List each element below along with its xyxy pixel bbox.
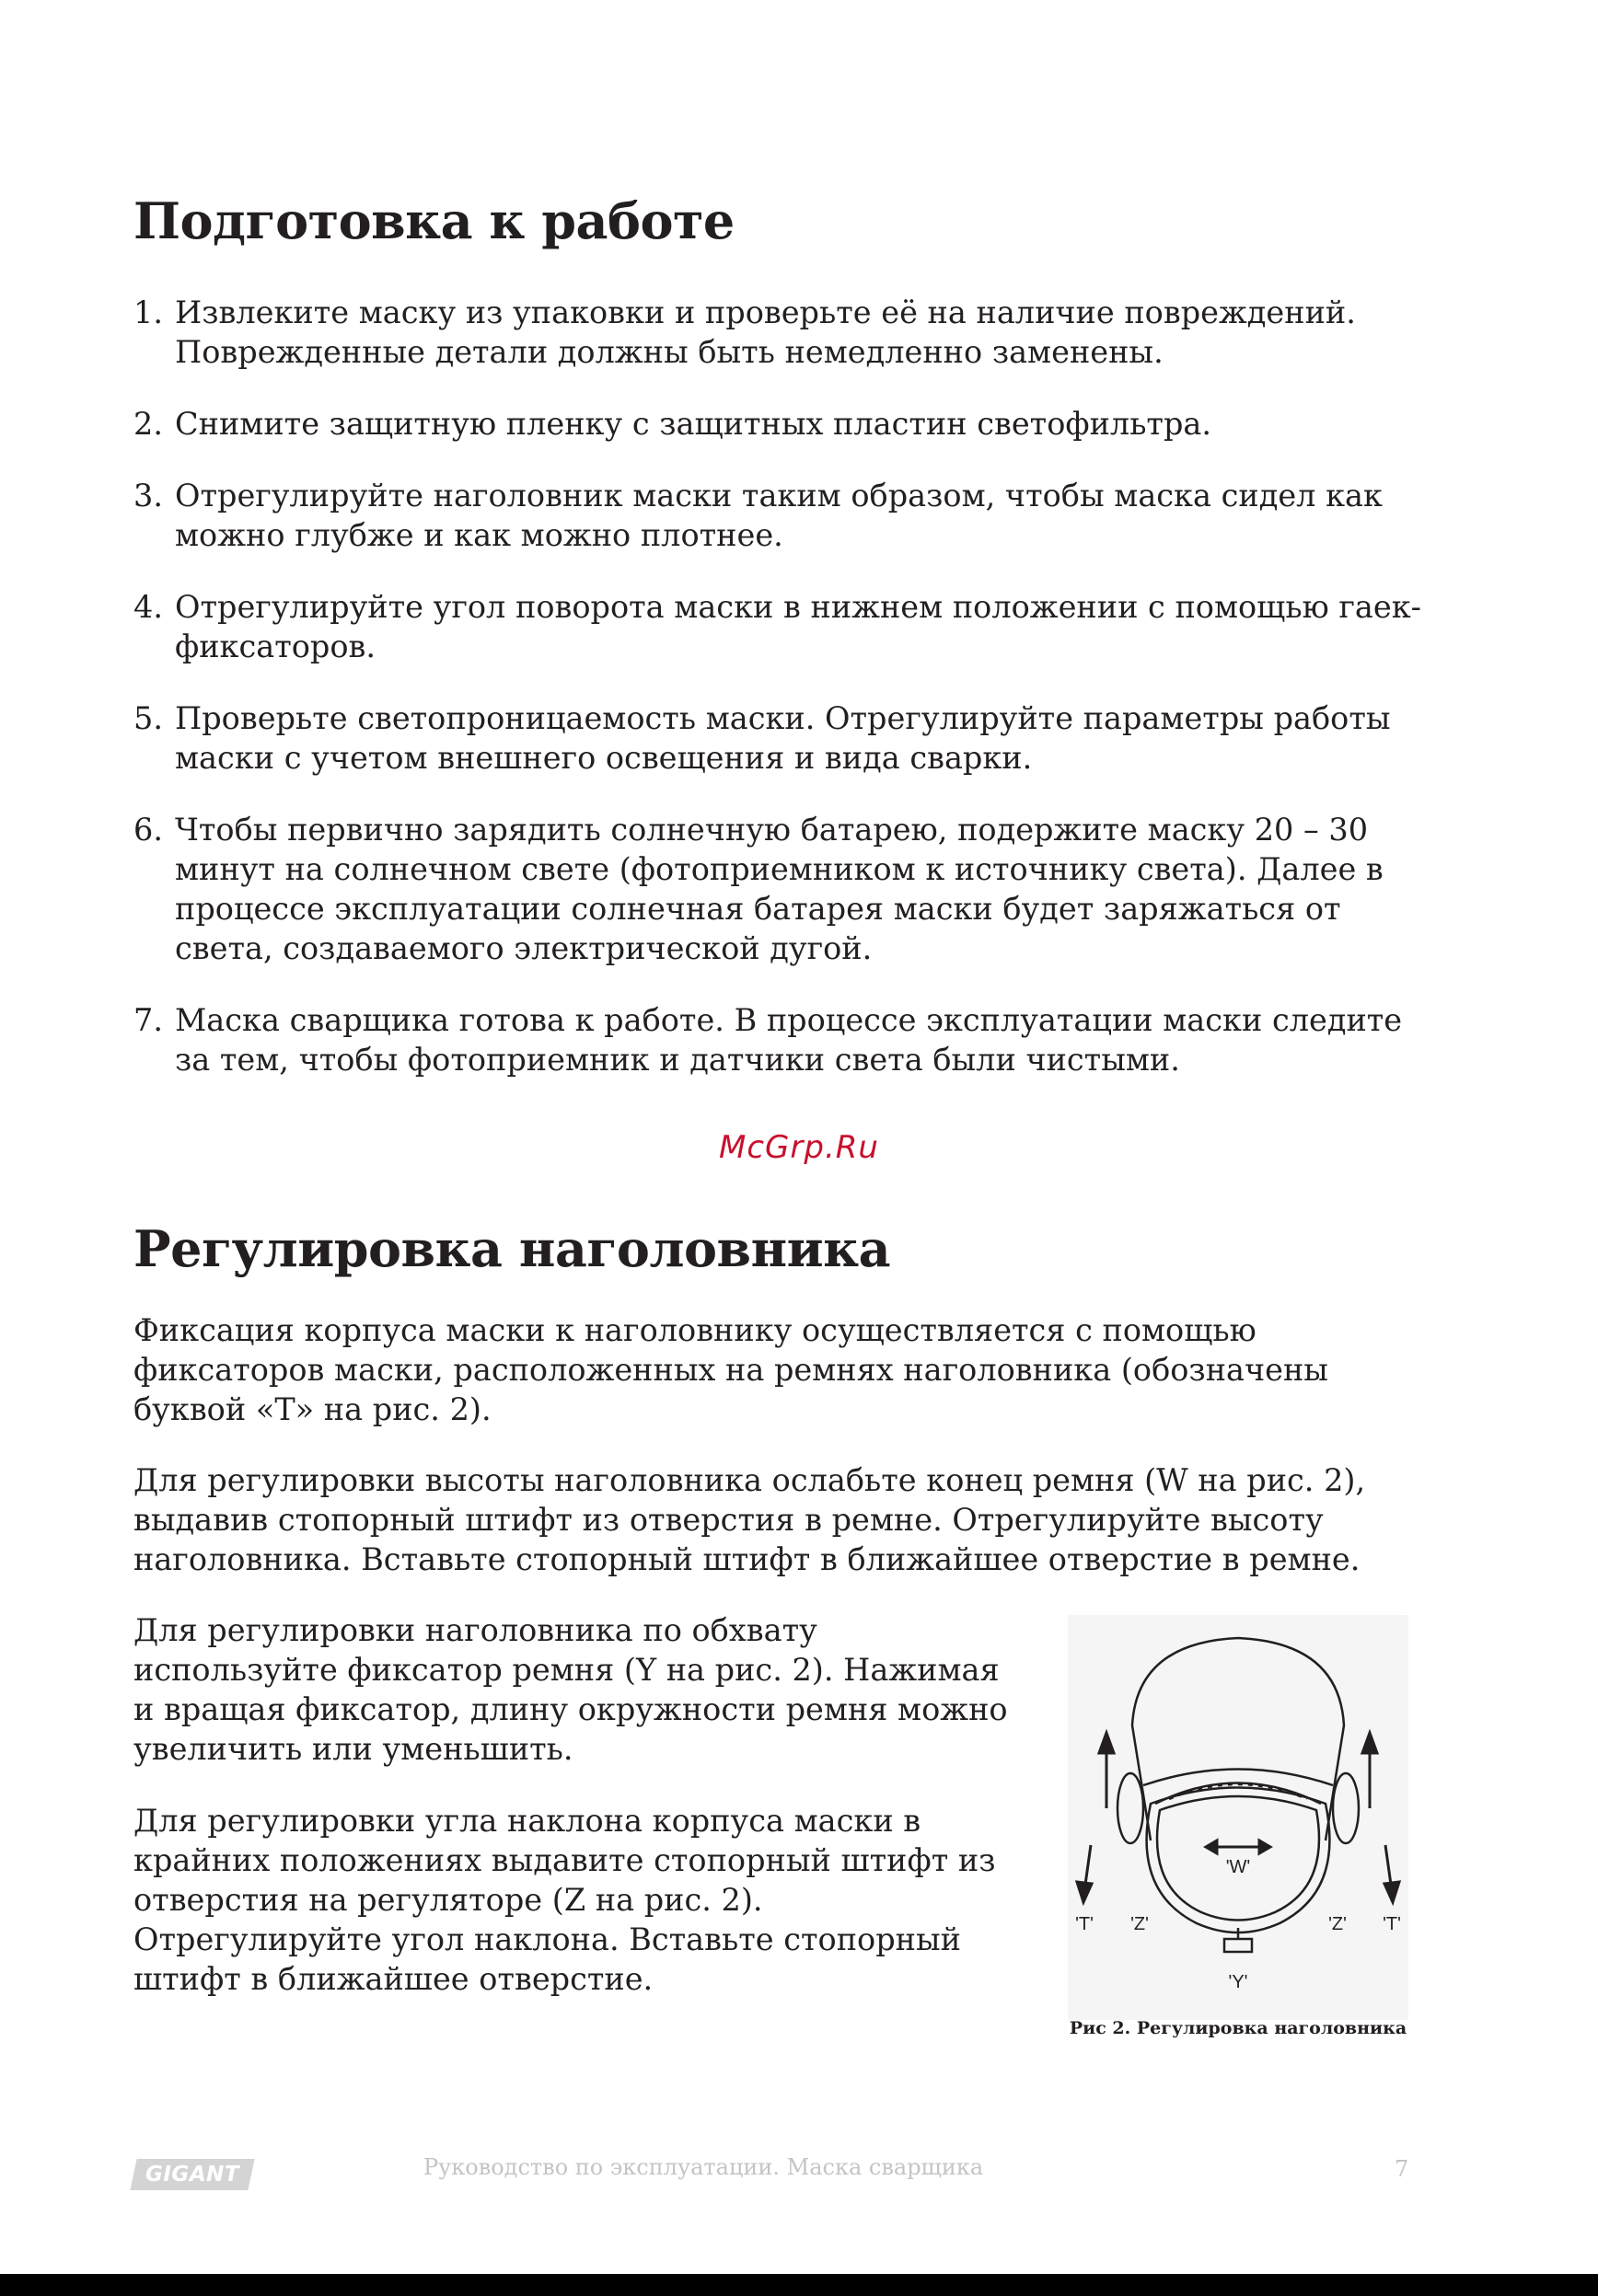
headgear-figure xyxy=(1068,1615,1408,2020)
paragraph-height: Для регулировки высоты наголовника ослабьте конец ремня (W на рис. 2), выдавив стопорный штифт из отверстия в ремне. Отрегулируйте высоту наголовника. Вставьте стопорный штифт в ближайшее отверстие в ремне. xyxy=(133,1462,1366,1577)
page-number: 7 xyxy=(1395,2156,1409,2182)
w-arrow-left-head xyxy=(1206,1840,1217,1853)
footer-title: Руководство по эксплуатации. Маска сварщика xyxy=(423,2154,984,2180)
step-number: 5. xyxy=(133,700,163,736)
brand-logo-text: GIGANT xyxy=(145,2163,240,2186)
step-text: Проверьте светопроницаемость маски. Отрегулируйте параметры работы маски с учетом внешнего освещения и вида сварки. xyxy=(175,700,1391,776)
right-up-arrow-head xyxy=(1362,1733,1377,1753)
step-number: 3. xyxy=(133,478,163,513)
watermark-link[interactable]: McGrp.Ru xyxy=(719,1129,879,1166)
section-title-headgear: Регулировка наголовника xyxy=(133,1219,891,1278)
left-up-arrow-head xyxy=(1099,1733,1114,1753)
label-t-left: 'T' xyxy=(1075,1914,1094,1934)
label-z-left: 'Z' xyxy=(1130,1914,1149,1934)
list-item xyxy=(133,587,1441,666)
label-t-right: 'T' xyxy=(1383,1914,1401,1934)
headgear-illustration xyxy=(1068,1615,1408,2020)
list-item xyxy=(133,476,1441,555)
step-text: Чтобы первично зарядить солнечную батарею, подержите маску 20 – 30 минут на солнечном свете (фотоприемником к источнику света). Далее в процессе эксплуатации солнечная батарея маски будет заряжаться от света, создаваемого электрической дугой. xyxy=(175,812,1384,966)
section-title-preparation: Подготовка к работе xyxy=(133,191,735,250)
label-z-right: 'Z' xyxy=(1328,1914,1347,1934)
list-item xyxy=(133,293,1441,372)
w-arrow-right-head xyxy=(1259,1840,1270,1853)
list-item xyxy=(133,404,1441,444)
figure-caption: Рис 2. Регулировка наголовника xyxy=(1069,2018,1407,2038)
step-text: Маска сварщика готова к работе. В процессе эксплуатации маски следите за тем, чтобы фотоприемник и датчики света были чистыми. xyxy=(175,1002,1403,1078)
step-text: Извлеките маску из упаковки и проверьте её на наличие повреждений. Поврежденные детали должны быть немедленно заменены. xyxy=(175,294,1356,370)
top-strap xyxy=(1155,1783,1321,1805)
left-t-arrow-head xyxy=(1077,1882,1092,1902)
brand-logo xyxy=(130,2159,254,2190)
left-pivot-knob xyxy=(1117,1773,1143,1843)
paragraph-tilt: Для регулировки угла наклона корпуса маски в крайних положениях выдавите стопорный штифт из отверстия на регуляторе (Z на рис. 2). Отрегулируйте угол наклона. Вставьте стопорный штифт в ближайшее отверстие. xyxy=(133,1803,996,1997)
step-text: Отрегулируйте угол поворота маски в нижнем положении с помощью гаек-фиксаторов. xyxy=(175,589,1421,664)
step-number: 2. xyxy=(133,406,163,442)
list-item xyxy=(133,810,1441,968)
step-text: Снимите защитную пленку с защитных пластин светофильтра. xyxy=(175,406,1212,442)
step-number: 7. xyxy=(133,1002,163,1038)
preparation-steps-list xyxy=(133,293,1441,1112)
right-t-arrow-head xyxy=(1384,1882,1399,1902)
step-number: 1. xyxy=(133,294,163,330)
label-y: 'Y' xyxy=(1228,1972,1248,1992)
right-pivot-knob xyxy=(1333,1773,1359,1843)
paragraph-fixation: Фиксация корпуса маски к наголовнику осуществляется с помощью фиксаторов маски, расположенных на ремнях наголовника (обозначены буквой «Т» на рис. 2). xyxy=(133,1312,1328,1427)
paragraph-girth: Для регулировки наголовника по обхвату используйте фиксатор ремня (Y на рис. 2). Нажимая и вращая фиксатор, длину окружности ремня можно увеличить или уменьшить. xyxy=(133,1612,1008,1767)
list-item xyxy=(133,698,1441,778)
step-number: 4. xyxy=(133,589,163,625)
label-w: 'W' xyxy=(1225,1857,1251,1877)
step-number: 6. xyxy=(133,812,163,848)
step-text: Отрегулируйте наголовник маски таким образом, чтобы маска сидел как можно глубже и как можно плотнее. xyxy=(175,478,1383,553)
list-item xyxy=(133,1000,1441,1079)
bottom-border xyxy=(0,2274,1598,2296)
y-knob-ratchet xyxy=(1224,1939,1252,1952)
mask-shell-outline xyxy=(1132,1638,1344,1840)
